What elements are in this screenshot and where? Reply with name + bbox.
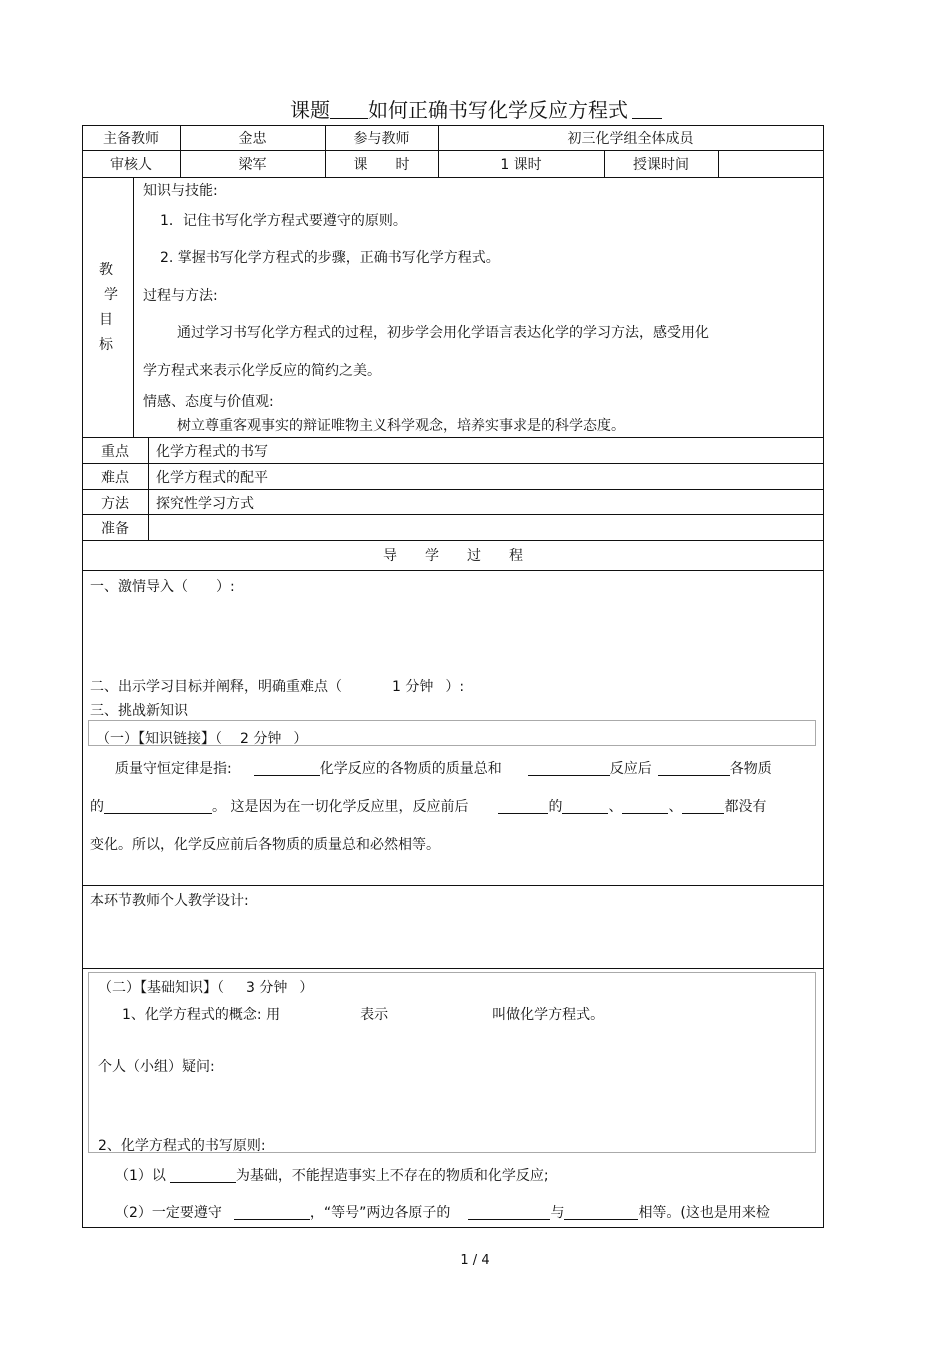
link-text: 。 这是因为在一切化学反应里，反应前后 <box>212 799 469 815</box>
title-underline-left <box>330 98 368 119</box>
participants-value: 初三化学组全体成员 <box>567 131 694 147</box>
link-line-1 <box>115 758 772 778</box>
concept-line <box>122 1004 604 1024</box>
goals-label-4: 标 <box>99 337 113 353</box>
basic-title: （二）【基础知识】（ <box>98 980 224 996</box>
title-prefix: 课题 <box>290 98 330 122</box>
principle-text: 与 <box>550 1205 565 1221</box>
process-text-1: 通过学习书写化学方程式的过程，初步学会用化学语言表达化学的学习方法，感受用化 <box>177 325 709 341</box>
blank-field[interactable] <box>682 799 724 814</box>
concept-text: 1、化学方程式的概念: 用 <box>122 1007 281 1023</box>
emotion-heading: 情感、态度与价值观: <box>143 394 274 410</box>
row-divider <box>82 968 824 969</box>
blank-field[interactable] <box>170 1168 236 1183</box>
table-left-border <box>82 125 83 1228</box>
key-label: 重点 <box>101 444 129 460</box>
principle-text: 相等。(这也是用来检 <box>638 1205 770 1221</box>
blank-field[interactable] <box>528 761 610 776</box>
link-text: 的 <box>90 799 104 815</box>
goals-label-1: 教 <box>99 262 113 278</box>
principle-text: （1）以 <box>115 1168 166 1184</box>
blank-field[interactable] <box>254 761 320 776</box>
design-label: 本环节教师个人教学设计: <box>90 893 249 909</box>
principle-2 <box>115 1202 770 1222</box>
knowledge-link-heading <box>96 728 307 748</box>
process-text-2: 学方程式来表示化学反应的简约之美。 <box>143 363 381 379</box>
link-text: 反应后 <box>609 761 652 777</box>
knowledge-link-title: （一）【知识链接】（ <box>96 731 222 747</box>
table-bottom-border <box>82 1227 824 1228</box>
reviewer-label: 审核人 <box>110 157 152 173</box>
key-value: 化学方程式的书写 <box>156 444 268 460</box>
goals-label-2: 学 <box>104 287 118 303</box>
principle-1 <box>115 1165 549 1185</box>
link-line-2 <box>90 796 766 816</box>
difficult-label: 难点 <box>101 470 129 486</box>
blank-field[interactable] <box>564 1205 638 1220</box>
participants-label: 参与教师 <box>353 131 410 147</box>
link-text: 、 <box>608 799 623 815</box>
link-text: 的 <box>548 799 563 815</box>
link-line-3: 变化。所以，化学反应前后各物质的质量总和必然相等。 <box>90 837 440 853</box>
row-divider <box>82 540 824 541</box>
process-heading: 过程与方法: <box>143 288 218 304</box>
page-number: 1 / 4 <box>460 1253 490 1268</box>
blank-field[interactable] <box>498 799 548 814</box>
link-text: 化学反应的各物质的质量总和 <box>319 761 502 777</box>
process-header: 导 学 过 程 <box>383 548 523 564</box>
blank-field[interactable] <box>658 761 730 776</box>
blank-field[interactable] <box>562 799 608 814</box>
row-divider <box>82 489 824 490</box>
link-text: 质量守恒定律是指: <box>115 761 232 777</box>
row-divider <box>82 150 824 151</box>
row-divider <box>82 177 824 178</box>
link-text: 各物质 <box>729 761 772 777</box>
hours-label: 课 时 <box>353 157 410 173</box>
page-title <box>290 94 662 123</box>
difficult-value: 化学方程式的配平 <box>156 470 268 486</box>
blank-field[interactable] <box>622 799 668 814</box>
row-divider <box>82 885 824 886</box>
link-text: 、 <box>668 799 683 815</box>
question-label: 个人（小组）疑问: <box>98 1059 215 1075</box>
step-intro: 一、激情导入（ ）: <box>90 579 235 595</box>
hours-value: 1 课时 <box>500 157 542 173</box>
principle-text: ，“等号”两边各原子的 <box>309 1205 451 1221</box>
col-divider <box>133 177 134 437</box>
goals-label-3: 目 <box>99 312 113 328</box>
step-challenge: 三、挑战新知识 <box>90 703 188 719</box>
prep-label: 准备 <box>101 521 129 537</box>
row-divider <box>82 463 824 464</box>
basic-time: 3 分钟 <box>246 980 288 996</box>
knowledge-item-2: 2. 掌握书写化学方程式的步骤，正确书写化学方程式。 <box>160 250 500 266</box>
concept-text: 叫做化学方程式。 <box>492 1007 605 1023</box>
class-time-label: 授课时间 <box>633 157 689 173</box>
col-divider <box>148 437 149 540</box>
blank-field[interactable] <box>104 799 212 814</box>
knowledge-link-end: ） <box>293 731 308 747</box>
knowledge-link-time: 2 分钟 <box>240 731 282 747</box>
principle-text: 为基础，不能捏造事实上不存在的物质和化学反应; <box>235 1168 549 1184</box>
title-underline-right <box>632 98 662 119</box>
basic-end: ） <box>299 980 314 996</box>
title-topic: 如何正确书写化学反应方程式 <box>368 98 628 122</box>
principles-heading: 2、化学方程式的书写原则: <box>98 1138 266 1154</box>
basic-heading <box>98 977 313 997</box>
blank-field[interactable] <box>234 1205 310 1220</box>
method-label: 方法 <box>101 496 129 512</box>
emotion-text: 树立尊重客观事实的辩证唯物主义科学观念，培养实事求是的科学态度。 <box>177 418 625 434</box>
main-teacher-value: 金忠 <box>238 131 267 147</box>
blank-field[interactable] <box>468 1205 550 1220</box>
principle-text: （2）一定要遵守 <box>115 1205 222 1221</box>
table-top-border <box>82 125 824 126</box>
step-objectives-end: ）: <box>445 679 465 695</box>
step-objectives-time: 1 分钟 <box>392 679 434 695</box>
col-divider <box>718 150 719 177</box>
row-divider <box>82 570 824 571</box>
table-right-border <box>823 125 824 1228</box>
main-teacher-label: 主备教师 <box>103 131 159 147</box>
step-objectives-text: 二、出示学习目标并阐释，明确重难点（ <box>90 679 342 695</box>
link-text: 都没有 <box>724 799 767 815</box>
reviewer-value: 梁军 <box>238 157 267 173</box>
knowledge-item-1: 1．记住书写化学方程式要遵守的原则。 <box>160 213 407 229</box>
row-divider <box>82 514 824 515</box>
knowledge-heading: 知识与技能: <box>143 183 218 199</box>
row-divider <box>82 437 824 438</box>
method-value: 探究性学习方式 <box>156 496 254 512</box>
concept-text: 表示 <box>360 1007 389 1023</box>
step-objectives <box>90 676 464 696</box>
